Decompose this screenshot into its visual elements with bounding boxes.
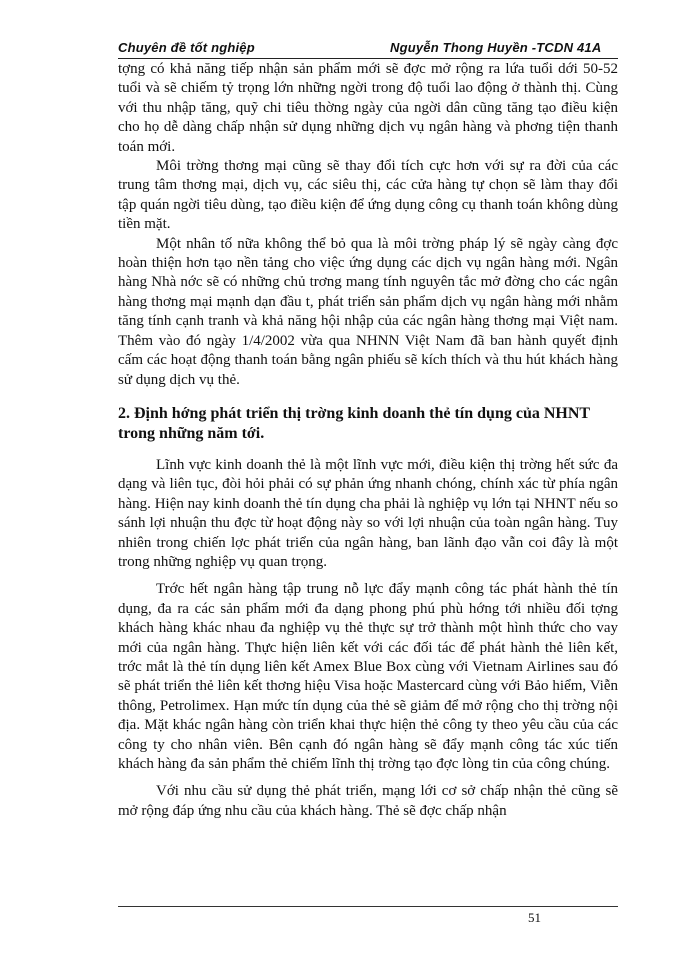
section-heading: 2. Định hớng phát triển thị trờng kinh doanh thẻ tín dụng của NHNT trong những năm tới. <box>118 404 590 442</box>
footer-divider <box>118 906 618 907</box>
paragraph-acceptance-network: Với nhu cầu sử dụng thẻ phát triển, mạng lới cơ sở chấp nhận thẻ cũng sẽ mở rộng đáp ứng nhu cầu của khách hàng. Thẻ sẽ đợc chấp nhận <box>118 783 618 819</box>
paragraph-continued: tợng có khả năng tiếp nhận sản phẩm mới sẽ đợc mở rộng ra lứa tuổi dới 50-52 tuổi và sẽ chiếm tỷ trọng lớn những ngời trong độ tuổi lao động ở thành thị. Cùng với thu nhập tăng, quỹ chi tiêu thờng ngày của ngời dân cũng tăng tạo điều kiện cho họ dễ dàng chấp nhận sử dụng những dịch vụ ngân hàng và phơng tiện thanh toán mới. <box>118 61 618 155</box>
header-author: Nguyễn Thong Huyền -TCDN 41A <box>390 40 602 55</box>
page-header <box>118 38 618 59</box>
paragraph-card-issuance: Trớc hết ngân hàng tập trung nỗ lực đẩy mạnh công tác phát hành thẻ tín dụng, đa ra các sản phẩm mới đa dạng phong phú phù hớng tới nhiều đối tợng khách hàng khác nhau đa nghiệp vụ thẻ thực sự trở thành một hình thức cho vay mới của ngân hàng. Thực hiện liên kết với các đối tác để phát hành thẻ liên kết, trớc mắt là thẻ tín dụng liên kết Amex Blue Box cùng với Vietnam Airlines sau đó sẽ phát triển thẻ liên kết thơng hiệu Visa hoặc Mastercard cùng với Bảo hiểm, Viễn thông, Petrolimex. Hạn mức tín dụng của thẻ sẽ giảm để mở rộng cho thị trờng nội địa. Mặt khác ngân hàng còn triển khai thực hiện thẻ công ty theo yêu cầu của các công ty cho nhân viên. Bên cạnh đó ngân hàng sẽ đẩy mạnh công tác xúc tiến khách hàng đa sản phẩm thẻ chiếm lĩnh thị trờng tạo đợc lòng tin của công chúng. <box>118 581 618 772</box>
paragraph-card-business: Lĩnh vực kinh doanh thẻ là một lĩnh vực mới, điều kiện thị trờng hết sức đa dạng và liên tục, đòi hỏi phải có sự phản ứng nhanh chóng, chính xác từ phía ngân hàng. Hiện nay kinh doanh thẻ tín dụng cha phải là nghiệp vụ lớn tại NHNT nếu so sánh lợi nhuận thu đợc từ hoạt động này so với lợi nhuận của toàn ngân hàng. Tuy nhiên trong chiến lợc phát triển của ngân hàng, ban lãnh đạo vẫn coi đây là một trong những nghiệp vụ quan trọng. <box>118 456 618 570</box>
paragraph-trade-environment: Môi trờng thơng mại cũng sẽ thay đổi tích cực hơn với sự ra đời của các trung tâm thơng mại, dịch vụ, các siêu thị, các cửa hàng tự chọn sẽ làm thay đổi tập quán ngời tiêu dùng, tạo điều kiện để ứng dụng công cụ thanh toán không dùng tiền mặt. <box>118 158 618 233</box>
header-document-title: Chuyên đề tốt nghiệp <box>118 40 255 55</box>
page-number: 51 <box>528 910 541 925</box>
paragraph-legal-environment: Một nhân tố nữa không thể bỏ qua là môi trờng pháp lý sẽ ngày càng đợc hoàn thiện hơn tạo nền tảng cho việc ứng dụng các dịch vụ ngân hàng mới. Ngân hàng Nhà nớc sẽ có những chủ trơng mang tính nguyên tắc mở đờng cho các ngân hàng thơng mại mạnh dạn đầu t, phát triển sản phẩm dịch vụ ngân hàng mới nhằm tăng tính cạnh tranh và khả năng hội nhập của các ngân hàng thơng mại Việt nam. Thêm vào đó ngày 1/4/2002 vừa qua NHNN Việt Nam đã ban hành quyết định cấm các hoạt động thanh toán bằng ngân phiếu sẽ kích thích và thu hút khách hàng sử dụng dịch vụ thẻ. <box>118 235 618 388</box>
document-body <box>118 60 618 821</box>
